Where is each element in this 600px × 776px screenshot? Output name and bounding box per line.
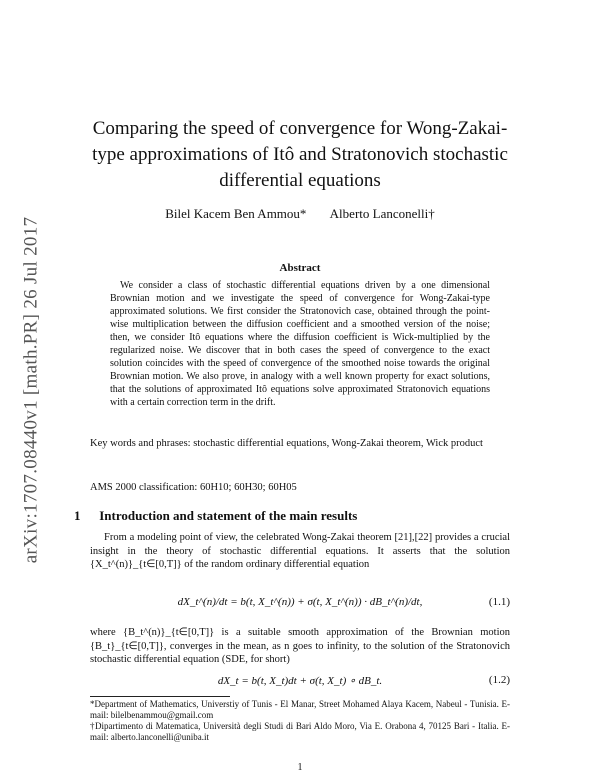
page-number: 1: [297, 762, 303, 773]
abstract-heading: Abstract: [279, 262, 321, 274]
equation-1-2-tag: (1.2): [488, 674, 510, 686]
footnote-1: *Department of Mathematics, Universtiy of Tunis - El Manar, Street Mohamed Alaya Kacem, Nabeul - Tunisia. E-mail: bilelbenammou@gmail.com: [90, 699, 510, 720]
footnote-2: †Dipartimento di Matematica, Università degli Studi di Bari Aldo Moro, Via E. Orabona 4, 70125 Bari - Italia. E-mail: alberto.lanconelli@uniba.it: [90, 721, 510, 742]
paper-title: Comparing the speed of convergence for Wong-Zakai-type approximations of Itô and Stratonovich stochastic differential equations: [92, 118, 508, 191]
body-paragraph: where {B_t^(n)}_{t∈[0,T]} is a suitable smooth approximation of the Brownian motion {B_t}_{t∈[0,T]}, converges in the mean, as n goes to infinity, to the solution of the Stratonovich stochastic differential equation (SDE, for short): [90, 627, 510, 665]
author-1: Bilel Kacem Ben Ammou*: [165, 206, 307, 221]
arxiv-identifier: [16, 190, 46, 590]
section-heading: [74, 508, 534, 524]
ams-classification: AMS 2000 classification: 60H10; 60H30; 60H05: [90, 482, 297, 493]
equation-1-2-body: dX_t = b(t, X_t)dt + σ(t, X_t) ∘ dB_t.: [217, 675, 383, 687]
section-number: 1: [74, 508, 81, 523]
footnote-rule: [90, 696, 230, 697]
author-2: Alberto Lanconelli†: [329, 206, 435, 221]
equation-1-1: [90, 588, 510, 616]
equation-1-2: [90, 674, 510, 690]
section-title: Introduction and statement of the main results: [99, 508, 358, 523]
keywords: Key words and phrases: stochastic differential equations, Wong-Zakai theorem, Wick product: [90, 438, 483, 449]
equation-1-1-body: dX_t^(n)/dt = b(t, X_t^(n)) + σ(t, X_t^(n)) · dB_t^(n)/dt,: [177, 596, 423, 608]
arxiv-identifier-text: arXiv:1707.08440v1 [math.PR] 26 Jul 2017: [20, 216, 42, 564]
equation-1-1-tag: (1.1): [488, 596, 510, 608]
abstract-text: We consider a class of stochastic differential equations driven by a one dimensional Brownian motion and we investigate the speed of convergence for Wong-Zakai-type approximated solutions. We first consider the Stratonovich case, obtained through the point-wise multiplication between the diffusion coefficient and a smoothed version of the noise; then, we consider Itô equations where the diffusion coefficient is Wick-multiplied by the regularized noise. We discover that in both cases the speed of convergence to the exact solution coincides with the speed of convergence of the smoothed noise towards the original Brownian motion. We also prove, in analogy with a well known property for exact solutions, that the solutions of approximated Itô equations solve approximated Stratonovich equations with a certain correction term in the drift.: [110, 280, 490, 408]
intro-paragraph: From a modeling point of view, the celebrated Wong-Zakai theorem [21],[22] provides a crucial insight in the theory of stochastic differential equations. It asserts that the solution {X_t^(n)}_{t∈[0,T]} of the random ordinary differential equation: [90, 532, 510, 570]
author-list: [90, 206, 510, 222]
